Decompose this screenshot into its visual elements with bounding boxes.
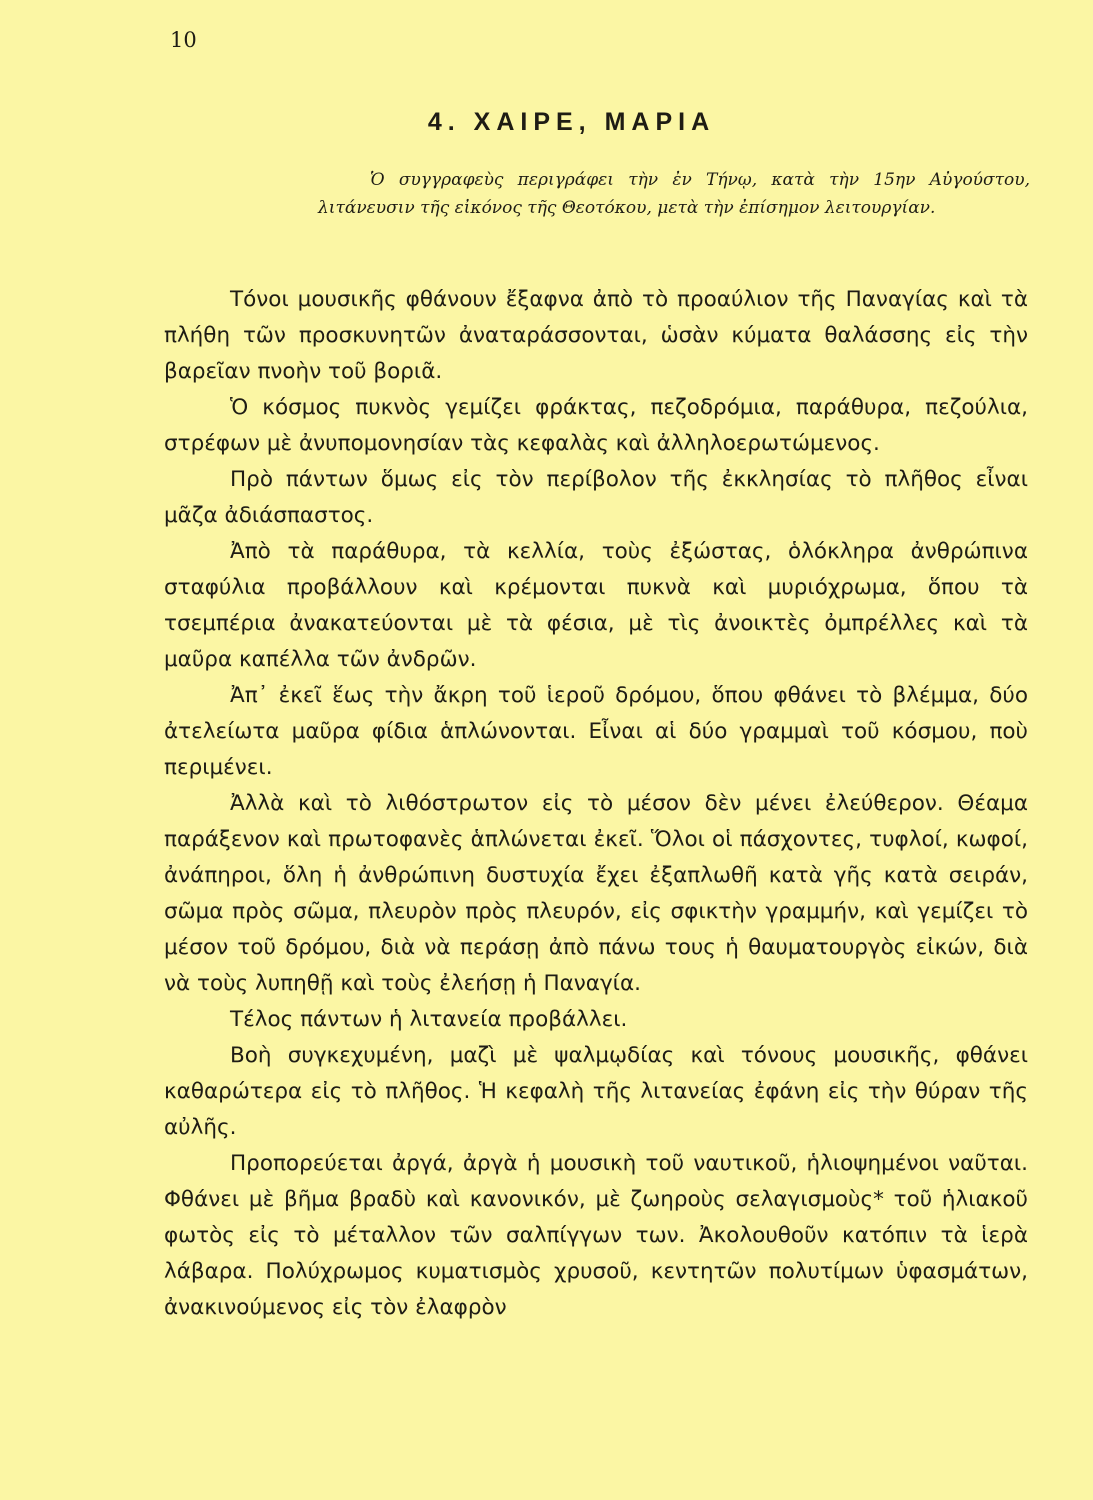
paragraph: Βοὴ συγκεχυμένη, μαζὶ μὲ ψαλμῳδίας καὶ τόνους μουσικῆς, φθάνει καθαρώτερα εἰς τὸ πλῆθος. Ἡ κεφαλὴ τῆς λιτανείας ἐφάνη εἰς τὴν θύραν τῆς αὐλῆς. <box>164 1043 1028 1140</box>
page-number: 10 <box>170 28 197 52</box>
paragraph: Ἀπὸ τὰ παράθυρα, τὰ κελλία, τοὺς ἐξώστας, ὁλόκληρα ἀνθρώπινα σταφύλια προβάλλουν καὶ κρέμονται πυκνὰ καὶ μυριόχρωμα, ὅπου τὰ τσεμπέρια ἀνακατεύονται μὲ τὰ φέσια, μὲ τὶς ἀνοικτὲς ὀμπρέλλες καὶ τὰ μαῦρα καπέλλα τῶν ἀνδρῶν. <box>164 539 1028 672</box>
body-text <box>164 282 1028 1326</box>
paragraph: Ἀλλὰ καὶ τὸ λιθόστρωτον εἰς τὸ μέσον δὲν μένει ἐλεύθερον. Θέαμα παράξενον καὶ πρωτοφανὲς ἁπλώνεται ἐκεῖ. Ὅλοι οἱ πάσχοντες, τυφλοί, κωφοί, ἀνάπηροι, ὅλη ἡ ἀνθρώπινη δυστυχία ἔχει ἐξαπλωθῆ κατὰ γῆς κατὰ σειράν, σῶμα πρὸς σῶμα, πλευρὸν πρὸς πλευρόν, εἰς σφικτὴν γραμμήν, καὶ γεμίζει τὸ μέσον τοῦ δρόμου, διὰ νὰ περάσῃ ἀπὸ πάνω τους ἡ θαυματουργὸς εἰκών, διὰ νὰ τοὺς λυπηθῇ καὶ τοὺς ἐλεήσῃ ἡ Παναγία. <box>164 791 1028 996</box>
paragraph: Πρὸ πάντων ὅμως εἰς τὸν περίβολον τῆς ἐκκλησίας τὸ πλῆθος εἶναι μᾶζα ἀδιάσπαστος. <box>164 467 1028 528</box>
paragraph: Ὁ κόσμος πυκνὸς γεμίζει φράκτας, πεζοδρόμια, παράθυρα, πεζούλια, στρέφων μὲ ἀνυπομονησίαν τὰς κεφαλὰς καὶ ἀλληλοερωτώμενος. <box>164 395 1028 456</box>
paragraph: Ἀπ᾿ ἐκεῖ ἕως τὴν ἄκρη τοῦ ἱεροῦ δρόμου, ὅπου φθάνει τὸ βλέμμα, δύο ἀτελείωτα μαῦρα φίδια ἁπλώνονται. Εἶναι αἱ δύο γραμμαὶ τοῦ κόσμου, ποὺ περιμένει. <box>164 683 1028 780</box>
paragraph: Τέλος πάντων ἡ λιτανεία προβάλλει. <box>230 1007 628 1032</box>
paragraph: Τόνοι μουσικῆς φθάνουν ἔξαφνα ἀπὸ τὸ προαύλιον τῆς Παναγίας καὶ τὰ πλήθη τῶν προσκυνητῶν ἀναταράσσονται, ὡσὰν κύματα θαλάσσης εἰς τὴν βαρεῖαν πνοὴν τοῦ βοριᾶ. <box>164 287 1028 384</box>
paragraph: Προπορεύεται ἀργά, ἀργὰ ἡ μουσικὴ τοῦ ναυτικοῦ, ἡλιοψημένοι ναῦται. Φθάνει μὲ βῆμα βραδὺ καὶ κανονικόν, μὲ ζωηροὺς σελαγισμοὺς* τοῦ ἡλιακοῦ φωτὸς εἰς τὸ μέταλλον τῶν σαλπίγγων των. Ἀκολουθοῦν κατόπιν τὰ ἱερὰ λάβαρα. Πολύχρωμος κυματισμὸς χρυσοῦ, κεντητῶν πολυτίμων ὑφασμάτων, ἀνακινούμενος εἰς τὸν ἐλαφρὸν <box>164 1151 1028 1320</box>
chapter-intro: Ὁ συγγραφεὺς περιγράφει τὴν ἐν Τήνῳ, κατὰ τὴν 15ην Αὐγούστου, λιτάνευσιν τῆς εἰκόνος τῆς Θεοτόκου, μετὰ τὴν ἐπίσημον λειτουργίαν. <box>318 170 1030 218</box>
chapter-title: 4. ΧΑΙΡΕ, ΜΑΡΙΑ <box>427 108 716 136</box>
